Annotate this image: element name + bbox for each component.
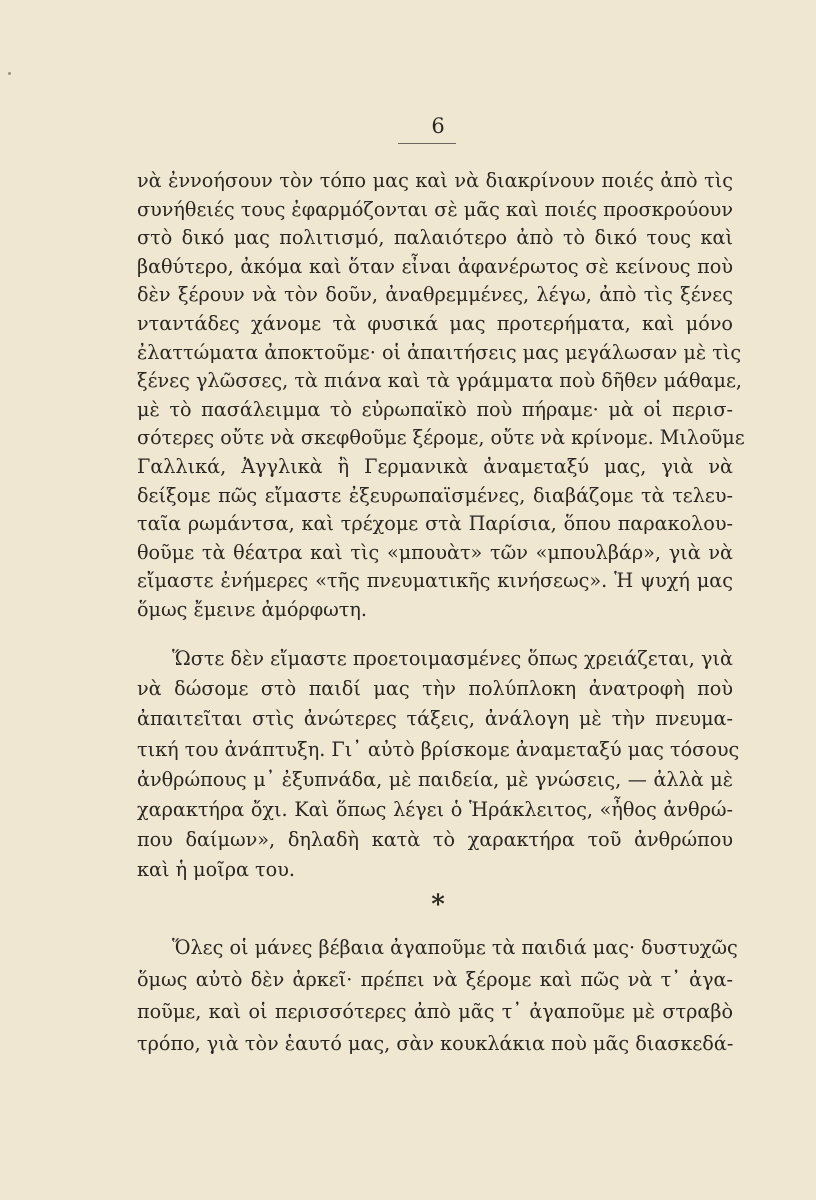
page-number-rule bbox=[398, 143, 456, 144]
text-line: βαθύτερο, ἀκόμα καὶ ὅταν εἶναι ἀφανέρωτος σὲ κείνους ποὺ bbox=[137, 254, 733, 278]
text-line: ὅμως αὐτὸ δὲν ἀρκεῖ· πρέπει νὰ ξέρομε καὶ πῶς νὰ τ᾽ ἀγα- bbox=[137, 968, 733, 991]
text-line: ὅμως ἔμεινε ἀμόρφωτη. bbox=[137, 598, 367, 621]
text-line: συνήθειές τους ἐφαρμόζονται σὲ μᾶς καὶ ποιές προσκρούουν bbox=[137, 197, 733, 221]
text-line: μὲ τὸ πασάλειμμα τὸ εὐρωπαϊκὸ ποὺ πήραμε· μὰ οἱ περισ- bbox=[137, 397, 733, 421]
page-number: 6 bbox=[431, 114, 445, 138]
text-line: σότερες οὔτε νὰ σκεφθοῦμε ξέρομε, οὔτε νὰ κρίνομε. Μιλοῦμε bbox=[137, 426, 745, 450]
text-line: τική του ἀνάπτυξη. Γι᾽ αὐτὸ βρίσκομε ἀναμεταξύ μας τόσους bbox=[137, 737, 740, 761]
text-line: ξένες γλῶσσες, τὰ πιάνα καὶ τὰ γράμματα ποὺ δῆθεν μάθαμε, bbox=[137, 369, 742, 393]
text-line: ἀνθρώπους μ᾽ ἐξυπνάδα, μὲ παιδεία, μὲ γνώσεις, — ἀλλὰ μὲ bbox=[137, 767, 733, 791]
section-separator: * bbox=[431, 890, 445, 920]
text-line: νὰ ἐννοήσουν τὸν τόπο μας καὶ νὰ διακρίνουν ποιές ἀπὸ τὶς bbox=[137, 169, 733, 192]
text-line: ἐλαττώματα ἀποκτοῦμε· οἱ ἀπαιτήσεις μας μεγάλωσαν μὲ τὶς bbox=[137, 340, 742, 364]
text-line: εἴμαστε ἐνήμερες «τῆς πνευματικῆς κινήσεως». Ἡ ψυχή μας bbox=[137, 569, 733, 593]
text-line: νὰ δώσομε στὸ παιδί μας τὴν πολύπλοκη ἀνατροφὴ ποὺ bbox=[137, 677, 733, 701]
text-line: Ὅλες οἱ μάνες βέβαια ἀγαποῦμε τὰ παιδιά μας· δυστυχῶς bbox=[172, 936, 738, 959]
text-line: νταντάδες χάνομε τὰ φυσικά μας προτερήματα, καὶ μόνο bbox=[137, 312, 733, 335]
paper-speck bbox=[8, 72, 11, 75]
text-line: Γαλλικά, Ἀγγλικὰ ἢ Γερμανικὰ ἀναμεταξύ μας, γιὰ νὰ bbox=[137, 455, 733, 478]
text-line: χαρακτήρα ὄχι. Καὶ ὅπως λέγει ὁ Ἡράκλειτος, «ἦθος ἀνθρώ- bbox=[137, 798, 733, 821]
text-line: τρόπο, γιὰ τὸν ἑαυτό μας, σὰν κουκλάκια ποὺ μᾶς διασκεδά- bbox=[137, 1032, 734, 1055]
text-line: ἀπαιτεῖται στὶς ἀνώτερες τάξεις, ἀνάλογη μὲ τὴν πνευμα- bbox=[137, 707, 733, 731]
text-line: δὲν ξέρουν νὰ τὸν δοῦν, ἀναθρεμμένες, λέγω, ἀπὸ τὶς ξένες bbox=[137, 283, 733, 307]
text-line: καὶ ἡ μοῖρα του. bbox=[137, 858, 295, 882]
text-line: δείξομε πῶς εἴμαστε ἐξευρωπαϊσμένες, διαβάζομε τὰ τελευ- bbox=[137, 483, 733, 507]
text-line: στὸ δικό μας πολιτισμό, παλαιότερο ἀπὸ τὸ δικό τους καὶ bbox=[137, 226, 733, 250]
text-line: Ὥστε δὲν εἴμαστε προετοιμασμένες ὅπως χρειάζεται, γιὰ bbox=[172, 647, 733, 670]
text-line: που δαίμων», δηλαδὴ κατὰ τὸ χαρακτήρα τοῦ ἀνθρώπου bbox=[137, 828, 733, 852]
text-line: ποῦμε, καὶ οἱ περισσότερες ἀπὸ μᾶς τ᾽ ἀγαποῦμε μὲ στραβὸ bbox=[137, 1000, 733, 1023]
text-line: θοῦμε τὰ θέατρα καὶ τὶς «μπουὰτ» τῶν «μπουλβάρ», γιὰ νὰ bbox=[137, 540, 733, 564]
text-line: ταῖα ρωμάντσα, καὶ τρέχομε στὰ Παρίσια, ὅπου παρακολου- bbox=[137, 512, 733, 536]
